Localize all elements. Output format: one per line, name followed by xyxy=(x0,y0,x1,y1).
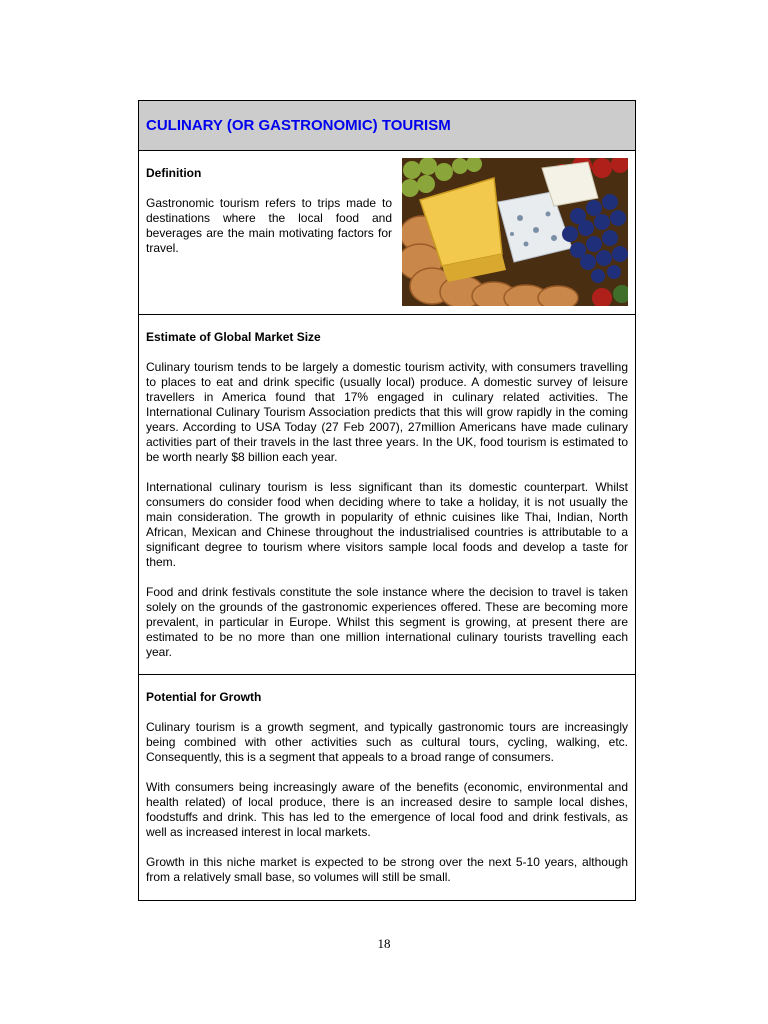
growth-paragraph-1: Culinary tourism is a growth segment, and typically gastronomic tours are increasingly being combined with other activities such as cultural tours, cycling, walking, etc. Consequently, this is a segment that appeals to a broad range of consumers. xyxy=(146,720,628,764)
definition-heading: Definition xyxy=(146,166,202,180)
document-table xyxy=(138,100,636,901)
market-size-section xyxy=(139,315,635,675)
definition-section xyxy=(139,151,635,315)
page-title: CULINARY (OR GASTRONOMIC) TOURISM xyxy=(146,117,451,134)
growth-paragraph-2: With consumers being increasingly aware of the benefits (economic, environmental and health related) of local produce, there is an increased desire to sample local dishes, foodstuffs and drink. This has led to the emergence of local food and drink festivals, as well as increased interest in local markets. xyxy=(146,780,628,839)
growth-heading: Potential for Growth xyxy=(146,690,262,704)
definition-paragraph: Gastronomic tourism refers to trips made to destinations where the local food and beverages are the main motivating factors for travel. xyxy=(146,196,392,255)
food-platter-icon xyxy=(402,158,628,306)
market-size-heading: Estimate of Global Market Size xyxy=(146,330,321,344)
market-size-paragraph-2: International culinary tourism is less significant than its domestic counterpart. Whilst consumers do consider food when deciding where to take a holiday, it is not usually the main consideration. The growth in popularity of ethnic cuisines like Thai, Indian, North African, Mexican and Chinese throughout the industrialised countries is attributable to a significant degree to tourism where visitors sample local foods and develop a taste for them. xyxy=(146,480,628,569)
market-size-paragraph-1: Culinary tourism tends to be largely a domestic tourism activity, with consumers travelling to places to eat and drink specific (usually local) produce. A domestic survey of leisure travellers in America found that 17% engaged in culinary related activities. The International Culinary Tourism Association predicts that this will grow rapidly in the coming years. According to USA Today (27 Feb 2007), 27million Americans have made culinary activities part of their travels in the last three years. In the UK, food tourism is estimated to be worth nearly $8 billion each year. xyxy=(146,360,628,464)
page-number: 18 xyxy=(377,936,391,951)
title-row xyxy=(139,101,635,151)
market-size-paragraph-3: Food and drink festivals constitute the sole instance where the decision to travel is taken solely on the grounds of the gastronomic experiences offered. These are becoming more prevalent, in particular in Europe. Whilst this segment is growing, at present there are estimated to be no more than one million international culinary tourists travelling each year. xyxy=(146,585,628,659)
growth-section xyxy=(139,675,635,900)
growth-paragraph-3: Growth in this niche market is expected to be strong over the next 5-10 years, although from a relatively small base, so volumes will still be small. xyxy=(146,855,628,884)
definition-text-block xyxy=(146,166,392,256)
